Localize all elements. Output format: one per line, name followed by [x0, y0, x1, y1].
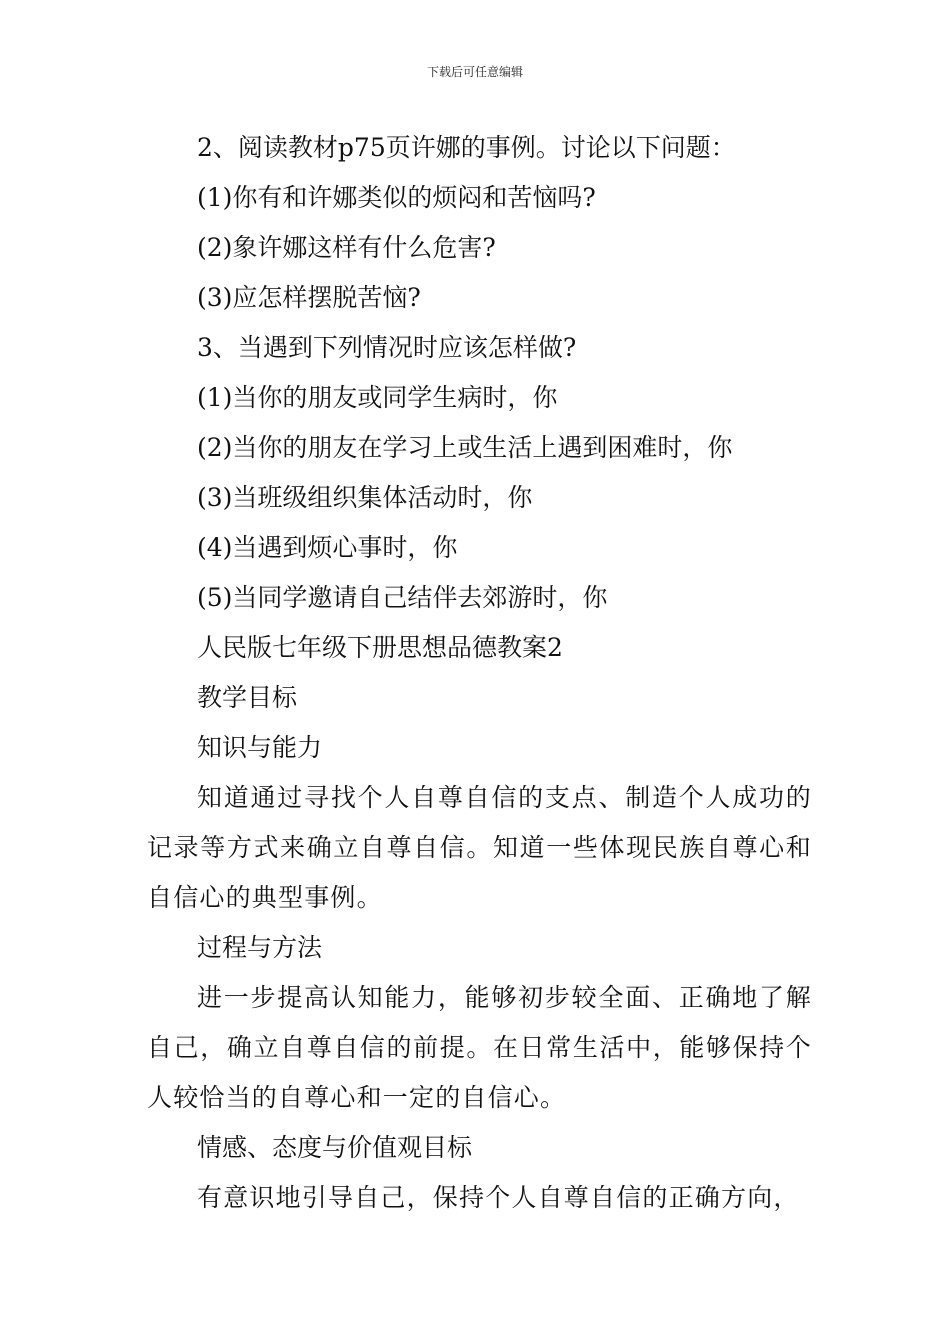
emotion-paragraph: 有意识地引导自己，保持个人自尊自信的正确方向， — [197, 1183, 800, 1212]
lesson-title: 人民版七年级下册思想品德教案2 — [197, 633, 563, 662]
section-heading-knowledge: 知识与能力 — [197, 733, 323, 762]
situation-line: (3)当班级组织集体活动时，你 — [197, 483, 533, 512]
sub-question-line: (1)你有和许娜类似的烦闷和苦恼吗? — [197, 183, 596, 212]
document-body — [147, 123, 812, 1223]
section-heading-process: 过程与方法 — [197, 933, 323, 962]
situation-line: (2)当你的朋友在学习上或生活上遇到困难时，你 — [197, 433, 733, 462]
situation-line: (5)当同学邀请自己结伴去郊游时，你 — [197, 583, 608, 612]
situation-line: (1)当你的朋友或同学生病时，你 — [197, 383, 558, 412]
section-heading-goals: 教学目标 — [197, 683, 298, 712]
sub-question-line: (2)象许娜这样有什么危害? — [197, 233, 496, 262]
sub-question-line: (3)应怎样摆脱苦恼? — [197, 283, 421, 312]
section-heading-emotion: 情感、态度与价值观目标 — [197, 1133, 473, 1162]
situation-line: (4)当遇到烦心事时，你 — [197, 533, 458, 562]
knowledge-paragraph: 知道通过寻找个人自尊自信的支点、制造个人成功的记录等方式来确立自尊自信。知道一些体现民族自尊心和自信心的典型事例。 — [147, 783, 812, 912]
page-header: 下载后可任意编辑 — [426, 65, 523, 79]
question-2-line: 2、阅读教材p75页许娜的事例。讨论以下问题： — [197, 133, 736, 162]
question-3-line: 3、当遇到下列情况时应该怎样做? — [197, 333, 577, 362]
process-paragraph: 进一步提高认知能力，能够初步较全面、正确地了解自己，确立自尊自信的前提。在日常生活中，能够保持个人较恰当的自尊心和一定的自信心。 — [147, 983, 812, 1112]
